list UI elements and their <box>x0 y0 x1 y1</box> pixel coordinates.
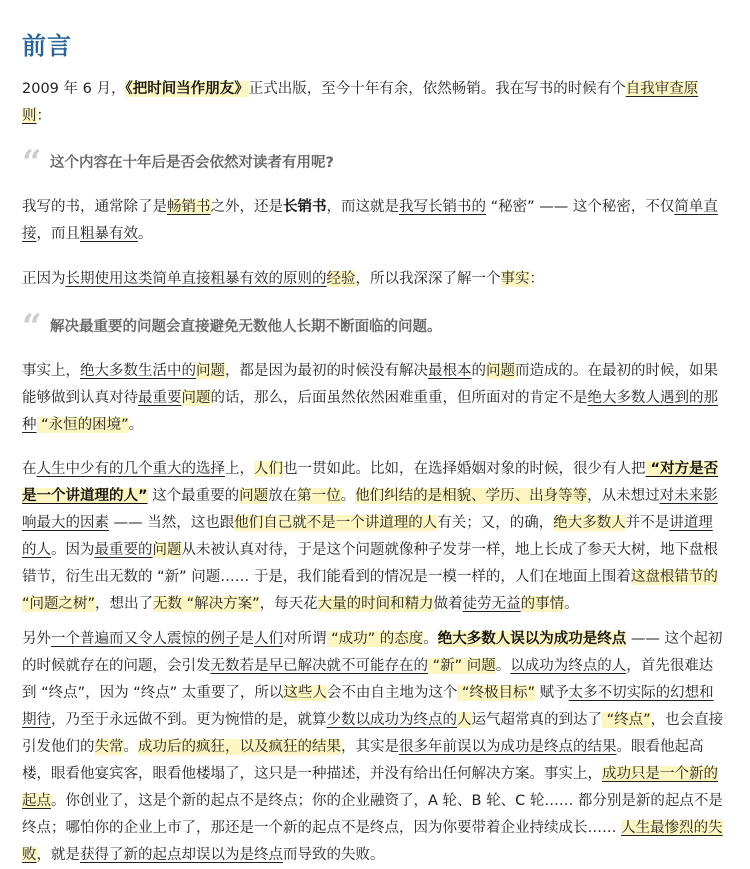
paragraph-intro: 2009 年 6 月，《把时间当作朋友》正式出版，至今十年有余，依然畅销。我在写书的时候有个自我审查原则： <box>22 81 699 124</box>
paragraph-success: 另外一个普遍而又令人震惊的例子是人们对所谓 “成功” 的态度。绝大多数人误以为成功是终点 —— 这个起初的时候就存在的问题，会引发无数若是早已解决就不可能存在的 “新” 问题。以成功为终点的人，首先很难达到 “终点”，因为 “终点” 太重要了，所以这些人会不由自主地为这个 “终极目标” 赋予太多不切实际的幻想和期待，乃至于永远做不到。更为惋惜的是，就算少数以成功为终点的人运气超常真的到达了 “终点”，也会直接引发他们的失常。成功后的疯狂，以及疯狂的结果，其实是很多年前误以为成功是终点的结果。眼看他起高楼，眼看他宴宾客，眼看他楼塌了，这只是一种描述，并没有给出任何解决方案。事实上，成功只是一个新的起点。你创业了，这是个新的起点不是终点；你的企业融资了，A 轮、B 轮、C 轮…… 都分别是新的起点不是终点；哪怕你的企业上市了，那还是一个新的起点不是终点，因为你要带着企业持续成长…… 人生最惨烈的失败，就是获得了新的起点却误以为是终点而导致的失败。 <box>22 631 724 863</box>
quote-icon: “ <box>22 307 42 347</box>
paragraph-bestseller: 我写的书，通常除了是畅销书之外，还是长销书，而这就是我写长销书的 “秘密” —— 这个秘密，不仅简单直接，而且粗暴有效。 <box>22 199 718 242</box>
book-title: 《把时间当作朋友》 <box>125 81 249 97</box>
page-title: 前言 <box>22 32 72 60</box>
paragraph-experience: 正因为长期使用这类简单直接粗暴有效的原则的经验，所以我深深了解一个事实： <box>22 271 544 287</box>
quote-icon: “ <box>22 143 42 183</box>
paragraph-choices: 在人生中少有的几个重大的选择上，人们也一贯如此。比如，在选择婚姻对象的时候，很少有人把 “对方是否是一个讲道理的人” 这个最重要的问题放在第一位。他们纠结的是相貌、学历、出身等等，从未想过对未来影响最大的因素 —— 当然，这也跟他们自己就不是一个讲道理的人有关；又，的确，绝大多数人并不是讲道理的人。因为最重要的问题从未被认真对待，于是这个问题就像种子发芽一样，地上长成了参天大树，地下盘根错节，衍生出无数的 “新” 问题…… 于是，我们能看到的情况是一模一样的，人们在地面上围着这盘根错节的 “问题之树”，想出了无数 “解决方案”，每天花大量的时间和精力做着徒劳无益的事情。 <box>22 461 719 612</box>
paragraph-fact: 事实上，绝大多数生活中的问题，都是因为最初的时候没有解决最根本的问题而造成的。在最初的时候，如果能够做到认真对待最重要问题的话，那么，后面虽然依然困难重重，但所面对的肯定不是绝大多数人遇到的那种 “永恒的困境”。 <box>22 363 718 433</box>
